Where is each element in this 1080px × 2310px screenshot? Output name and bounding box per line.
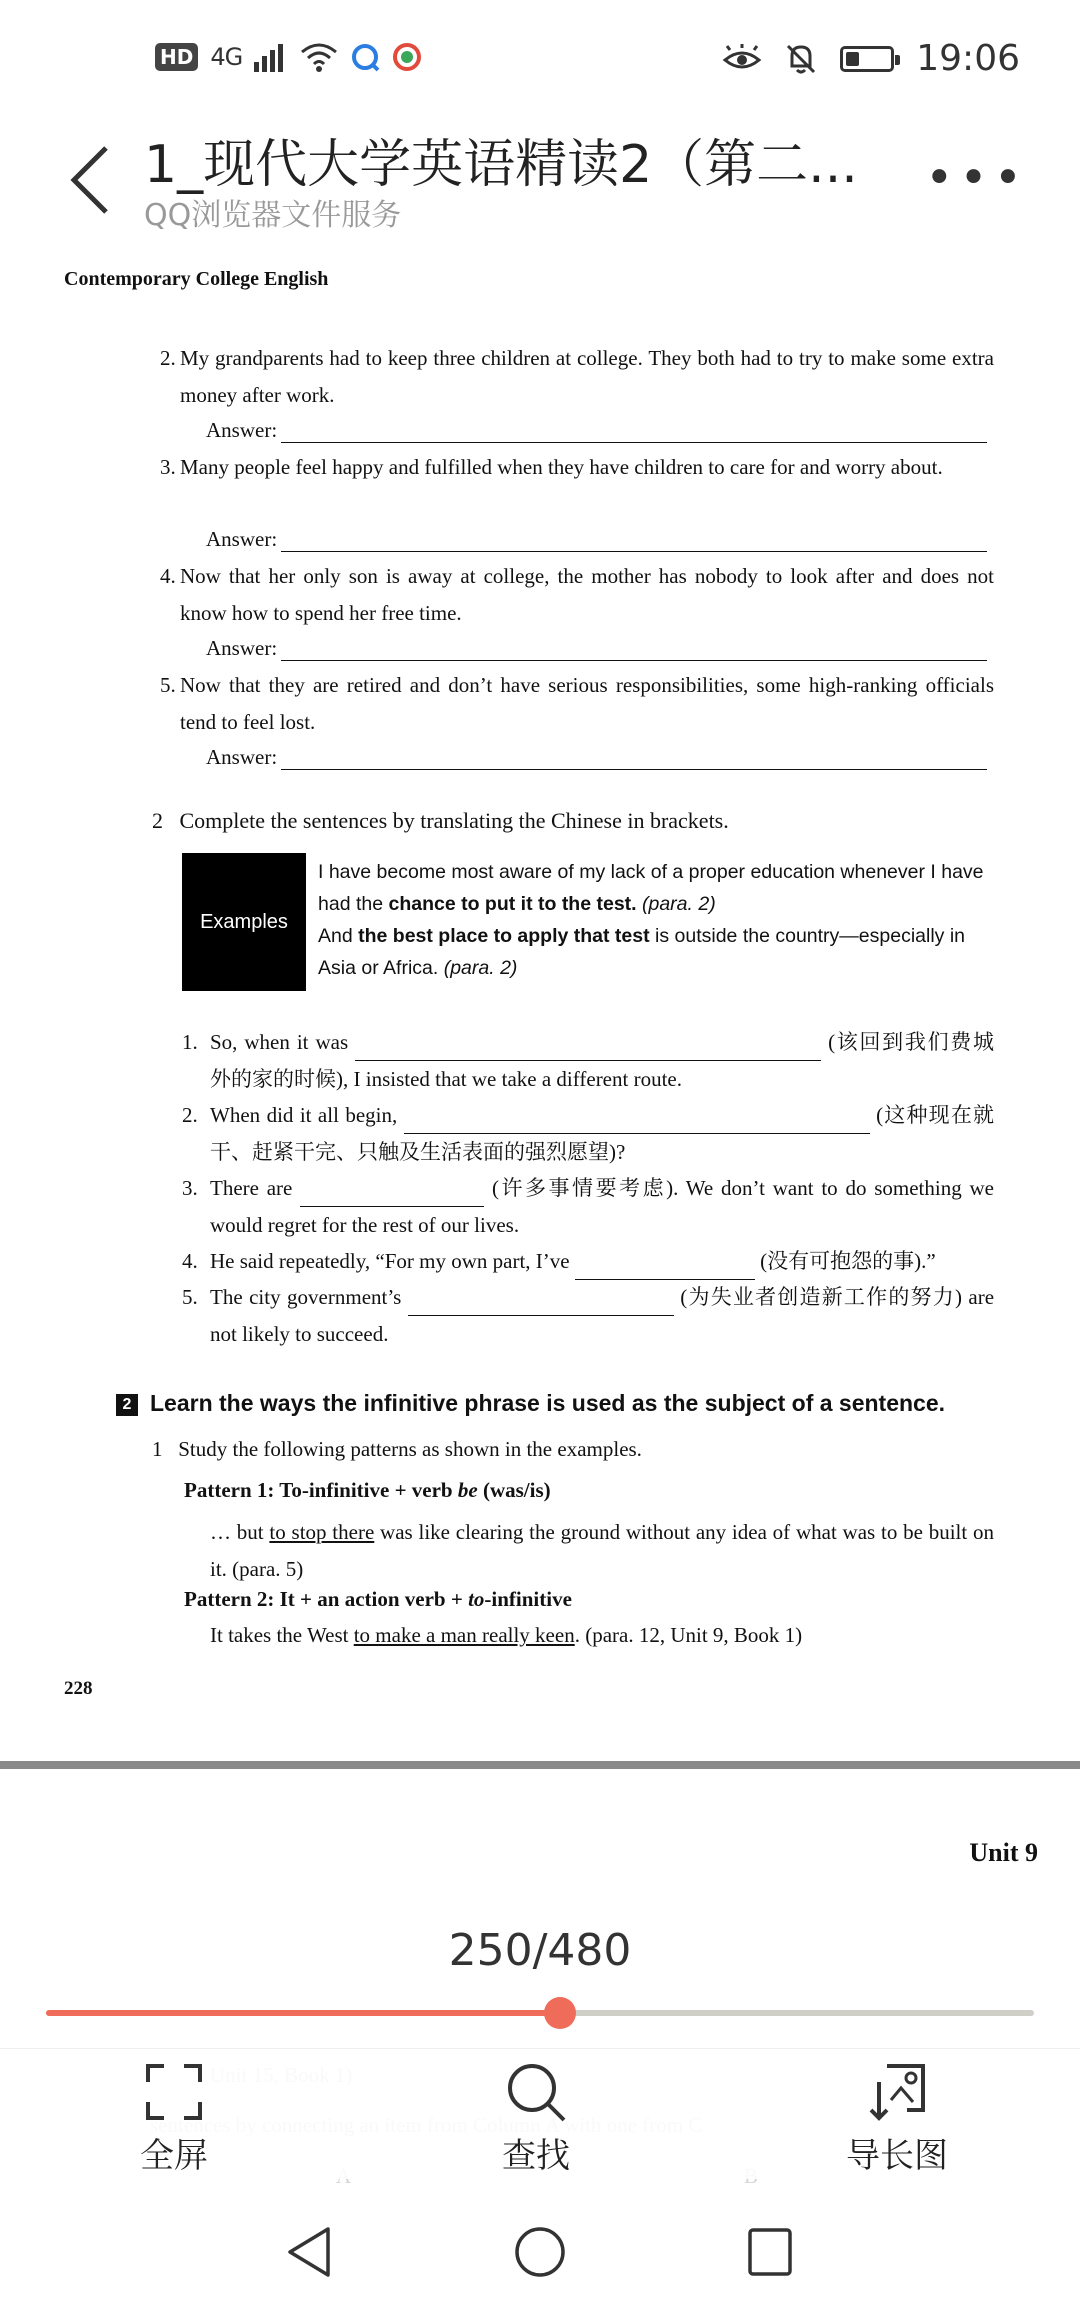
next-page-header: Unit 9 <box>969 1838 1038 1867</box>
exercise-item: 4. Now that her only son is away at college, the mother has nobody to look after and does not know how to spend her free time. <box>160 564 994 625</box>
translation-item: 1. So, when it was (该回到我们费城外的家的时候), I insisted that we take a different route. <box>182 1030 995 1091</box>
translation-item: 5. The city government’s (为失业者创造新工作的努力) are not likely to succeed. <box>182 1285 995 1346</box>
status-right <box>722 38 1020 79</box>
answer-blank[interactable] <box>575 1255 755 1280</box>
bell-muted-icon <box>784 42 818 76</box>
more-options-icon[interactable]: ••• <box>925 150 1028 206</box>
answer-line[interactable]: Answer: <box>206 527 987 552</box>
exercise-item: 3. Many people feel happy and fulfilled when they have children to care for and worry about. <box>160 455 943 479</box>
long-image-icon <box>865 2060 929 2124</box>
page-divider <box>0 1761 1080 1769</box>
exercise-item: 5. Now that they are retired and don’t have serious responsibilities, some high-ranking officials tend to feel lost. <box>160 673 994 734</box>
pattern-1-example: … but to stop there was like clearing the ground without any idea of what was to be built on it. (para. 5) <box>210 1520 994 1581</box>
page-number: 228 <box>64 1678 93 1699</box>
eye-comfort-icon <box>722 44 762 74</box>
part-heading: 2 Learn the ways the infinitive phrase is used as the subject of a sentence. <box>116 1390 945 1417</box>
translation-item: 3. There are (许多事情要考虑). We don’t want to do something we would regret for the rest of our lives. <box>182 1176 994 1237</box>
network-type: 4G <box>210 43 243 71</box>
fullscreen-button[interactable]: 全屏 <box>140 2060 208 2177</box>
nav-home-icon[interactable] <box>513 2225 567 2279</box>
answer-blank[interactable] <box>300 1182 484 1207</box>
subsection-heading: 1 Study the following patterns as shown in the examples. <box>152 1437 642 1461</box>
answer-line[interactable]: Answer: <box>206 745 987 770</box>
translation-item: 4. He said repeatedly, “For my own part, I’ve (没有可抱怨的事).” <box>210 1243 994 1280</box>
progress-handle[interactable] <box>544 1997 576 2029</box>
search-icon <box>504 2060 568 2124</box>
pattern-1-heading: Pattern 1: To-infinitive + verb be (was/is) <box>184 1478 551 1502</box>
signal-icon <box>254 42 288 72</box>
pattern-2-heading: Pattern 2: It + an action verb + to-infinitive <box>184 1587 572 1611</box>
document-title: 1_现代大学英语精读2（第二... <box>144 135 858 195</box>
back-arrow-icon[interactable] <box>62 140 122 220</box>
answer-blank[interactable] <box>408 1291 674 1316</box>
answer-line[interactable]: Answer: <box>206 418 987 443</box>
document-source: QQ浏览器文件服务 <box>144 198 402 233</box>
answer-blank[interactable] <box>355 1036 821 1061</box>
nav-back-icon[interactable] <box>284 2225 334 2279</box>
page-progress-slider[interactable] <box>46 2010 1034 2016</box>
fullscreen-icon <box>142 2060 206 2124</box>
page-header: Contemporary College English <box>64 268 329 290</box>
qq-browser-icon <box>350 42 380 72</box>
answer-blank[interactable] <box>404 1109 870 1134</box>
progress-fill <box>46 2010 560 2016</box>
clock: 19:06 <box>916 38 1020 79</box>
examples-text: I have become most aware of my lack of a proper education whenever I have had the chance to put it to the test. (para. 2) And the best place to apply that test is outside the country—especially in Asia or Africa. (para. 2) <box>318 861 984 979</box>
wifi-icon <box>300 42 338 72</box>
exercise-item: 2. My grandparents had to keep three children at college. They both had to try to make some extra money after work. <box>160 346 994 407</box>
search-button[interactable]: 查找 <box>502 2060 570 2177</box>
battery-icon <box>840 46 894 72</box>
nav-recents-icon[interactable] <box>745 2225 795 2279</box>
export-long-image-button[interactable]: 导长图 <box>846 2060 948 2177</box>
status-left <box>155 42 422 72</box>
section-heading: 2 Complete the sentences by translating the Chinese in brackets. <box>152 808 729 833</box>
pattern-2-example: It takes the West to make a man really keen. (para. 12, Unit 9, Book 1) <box>210 1623 803 1647</box>
part-number-badge: 2 <box>116 1394 138 1416</box>
page-counter: 250/480 <box>448 1925 632 1976</box>
status-bar <box>0 0 1080 120</box>
examples-label: Examples <box>182 853 306 991</box>
answer-line[interactable]: Answer: <box>206 636 987 661</box>
translation-item: 2. When did it all begin, (这种现在就干、赶紧干完、只触及生活表面的强烈愿望)? <box>182 1103 995 1164</box>
app-notification-icon <box>392 42 422 72</box>
hd-badge: HD <box>155 43 198 71</box>
